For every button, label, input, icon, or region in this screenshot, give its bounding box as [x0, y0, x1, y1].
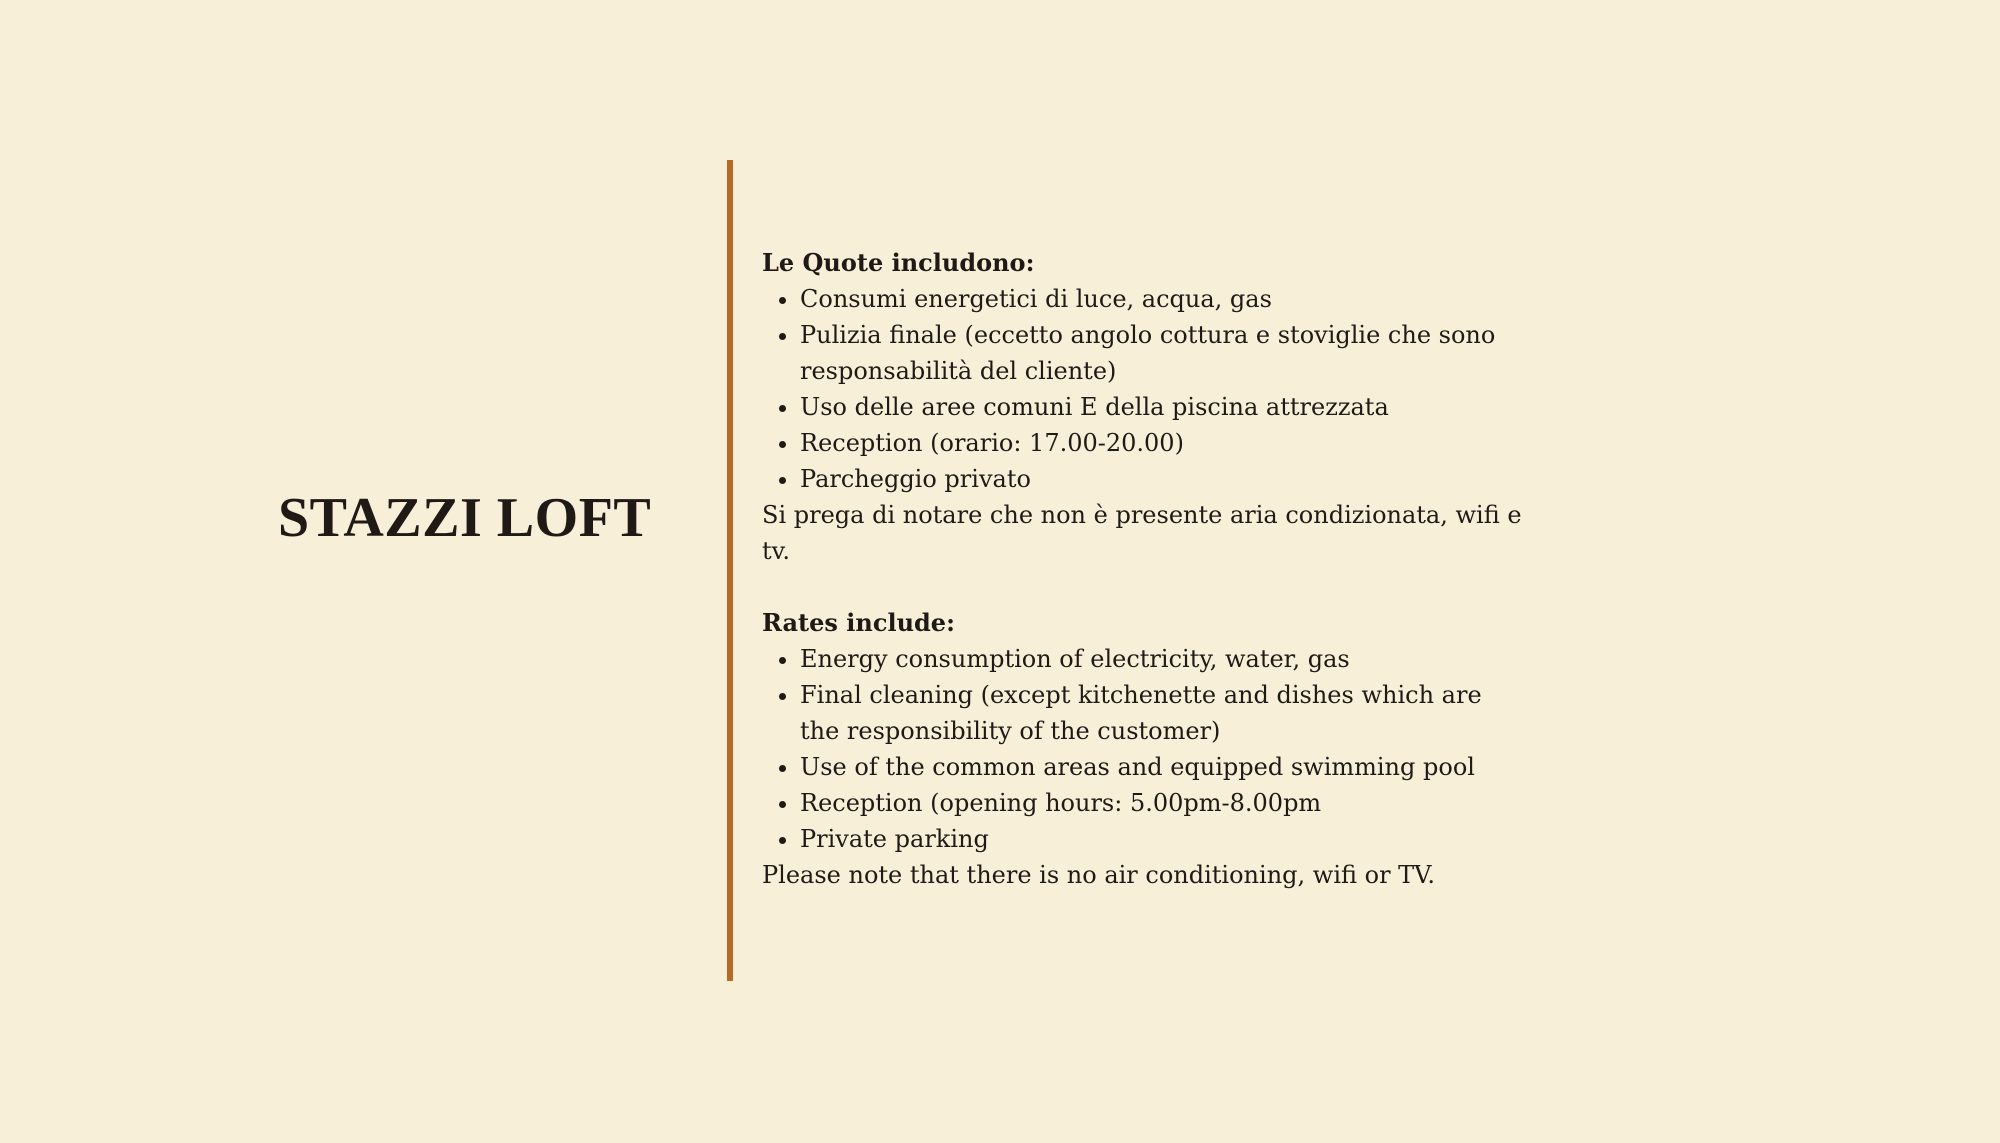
english-item-common-areas: • Use of the common areas and equipped swimming pool [800, 749, 1522, 785]
rates-content [762, 245, 1522, 893]
english-item-utilities: • Energy consumption of electricity, water, gas [800, 641, 1522, 677]
english-note: Please note that there is no air conditioning, wifi or TV. [762, 861, 1435, 889]
italian-list [762, 281, 1522, 497]
italian-note: Si prega di notare che non è presente aria condizionata, wifi e tv. [762, 501, 1522, 565]
italian-item-reception: • Reception (orario: 17.00-20.00) [800, 425, 1522, 461]
english-item-cleaning: • Final cleaning (except kitchenette and dishes which are the responsibility of the customer) [800, 677, 1522, 749]
italian-item-utilities: • Consumi energetici di luce, acqua, gas [800, 281, 1522, 317]
italian-section [762, 245, 1522, 569]
english-heading: Rates include: [762, 608, 955, 637]
italian-heading: Le Quote includono: [762, 248, 1035, 277]
section-spacer [762, 569, 1522, 605]
vertical-divider [727, 160, 733, 981]
english-item-parking: • Private parking [800, 821, 1522, 857]
page-title: STAZZI LOFT [278, 487, 652, 549]
italian-item-cleaning: • Pulizia finale (eccetto angolo cottura e stoviglie che sono responsabilità del cliente) [800, 317, 1522, 389]
english-section [762, 605, 1522, 893]
english-list [762, 641, 1522, 857]
italian-item-parking: • Parcheggio privato [800, 461, 1522, 497]
english-item-reception: • Reception (opening hours: 5.00pm-8.00pm [800, 785, 1522, 821]
italian-item-common-areas: • Uso delle aree comuni E della piscina attrezzata [800, 389, 1522, 425]
